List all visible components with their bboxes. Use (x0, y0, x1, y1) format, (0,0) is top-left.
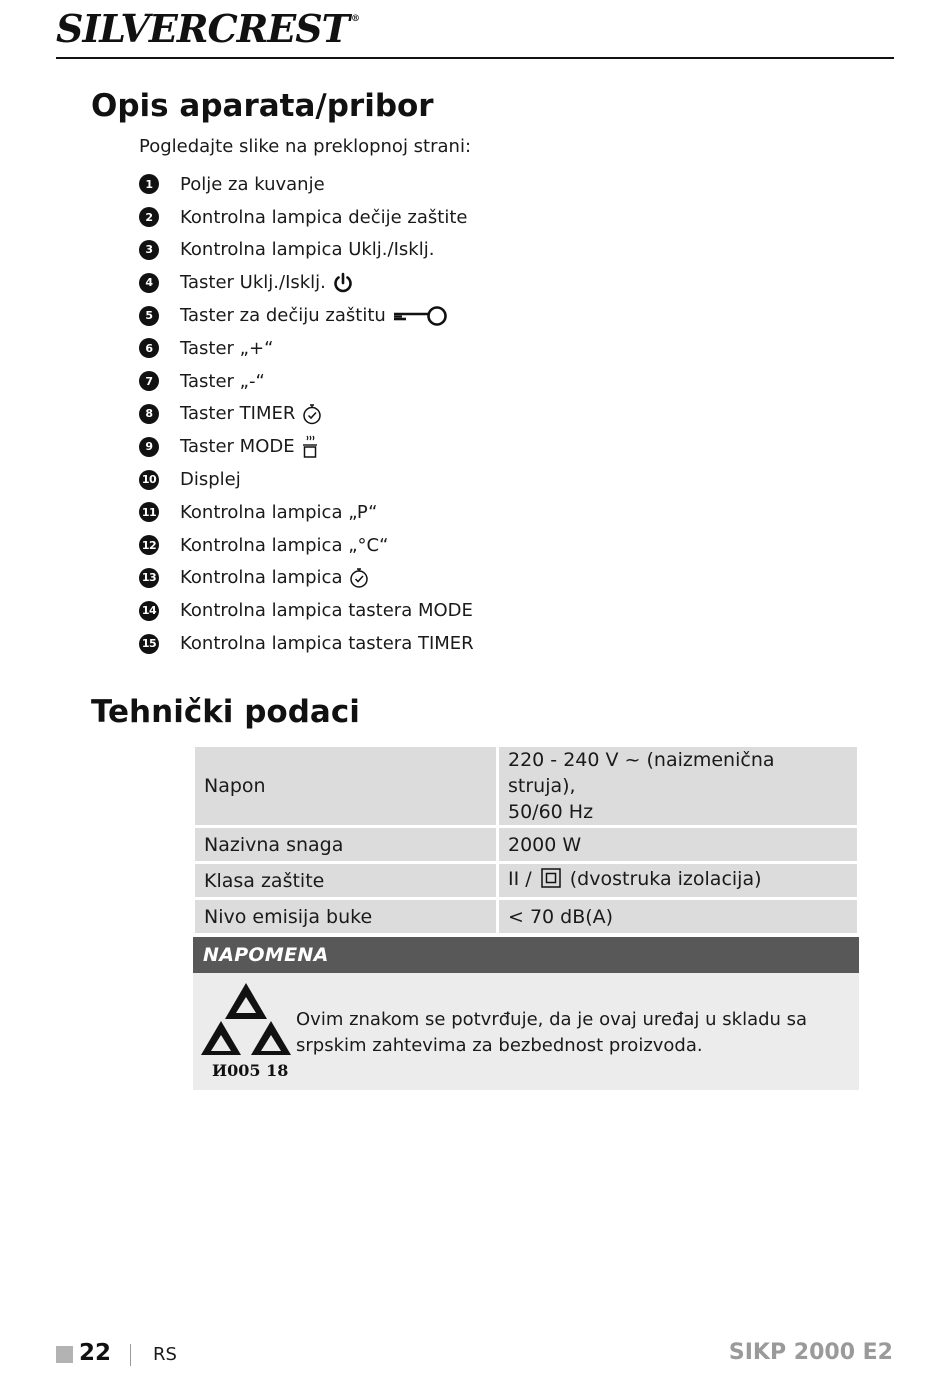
parts-list (139, 168, 474, 660)
table-row (195, 900, 857, 936)
mark-code: И005 18 (212, 1061, 289, 1080)
list-item (139, 529, 474, 562)
item-label: Kontrolna lampica tastera TIMER (180, 633, 474, 655)
list-item (139, 168, 474, 201)
item-label: Taster za dečiju zaštitu (180, 305, 386, 327)
item-label: Taster MODE (180, 436, 295, 458)
item-number: 4 (139, 273, 159, 293)
language-code: RS (153, 1344, 177, 1365)
item-label: Displej (180, 469, 241, 491)
item-label: Kontrolna lampica „°C“ (180, 534, 389, 556)
value-pre: II / (508, 868, 532, 890)
list-item (139, 430, 474, 463)
item-label: Kontrolna lampica (180, 567, 343, 589)
key-lock-icon (392, 305, 448, 327)
item-number: 14 (139, 601, 159, 621)
safety-triangles-mark-icon (201, 981, 291, 1061)
table-value: < 70 dB(A) (499, 900, 857, 936)
value-line: 220 - 240 V ~ (naizmenična struja), (508, 749, 775, 797)
list-item (139, 266, 474, 299)
item-label: Taster „+“ (180, 337, 274, 359)
list-item (139, 201, 474, 234)
list-item (139, 234, 474, 267)
item-label: Taster TIMER (180, 403, 296, 425)
note-text: Ovim znakom se potvrđuje, da je ovaj uređaj u skladu sa srpskim zahtevima za bezbednost proizvoda. (296, 1009, 808, 1056)
table-row (195, 828, 857, 864)
item-number: 15 (139, 634, 159, 654)
item-number: 7 (139, 371, 159, 391)
power-icon (332, 272, 354, 294)
mode-pot-icon (301, 435, 319, 459)
table-row (195, 864, 857, 900)
item-number: 2 (139, 207, 159, 227)
double-insulation-icon (541, 868, 561, 895)
list-item (139, 299, 474, 332)
item-number: 3 (139, 240, 159, 260)
item-label: Kontrolna lampica „P“ (180, 501, 378, 523)
list-item (139, 332, 474, 365)
item-label: Kontrolna lampica tastera MODE (180, 600, 473, 622)
list-item (139, 463, 474, 496)
intro-text: Pogledajte slike na preklopnoj strani: (139, 136, 472, 157)
item-label: Polje za kuvanje (180, 173, 325, 195)
note-body (193, 973, 859, 1090)
item-number: 9 (139, 437, 159, 457)
item-number: 13 (139, 568, 159, 588)
item-label: Kontrolna lampica dečije zaštite (180, 206, 468, 228)
table-key: Napon (195, 747, 499, 828)
item-number: 6 (139, 338, 159, 358)
item-number: 12 (139, 535, 159, 555)
table-value (499, 747, 857, 828)
item-label: Taster Uklj./Isklj. (180, 272, 326, 294)
model-number: SIKP 2000 E2 (728, 1340, 893, 1365)
footer-square (56, 1346, 73, 1363)
item-number: 11 (139, 502, 159, 522)
header-rule (56, 57, 894, 59)
item-label: Taster „-“ (180, 370, 265, 392)
table-value (499, 864, 857, 900)
table-key: Klasa zaštite (195, 864, 499, 900)
section-title-technical-data: Tehnički podaci (91, 694, 360, 730)
table-value: 2000 W (499, 828, 857, 864)
technical-data-table (195, 747, 857, 936)
list-item (139, 496, 474, 529)
footer-divider (130, 1344, 131, 1366)
item-number: 1 (139, 174, 159, 194)
list-item (139, 562, 474, 595)
item-number: 8 (139, 404, 159, 424)
table-key: Nazivna snaga (195, 828, 499, 864)
item-number: 10 (139, 470, 159, 490)
value-line: 50/60 Hz (508, 801, 594, 823)
note-heading: NAPOMENA (193, 937, 859, 973)
table-row (195, 747, 857, 828)
note-box (193, 937, 859, 1090)
page-number: 22 (79, 1340, 112, 1366)
brand-logo: SILVERCREST ® (56, 6, 359, 51)
list-item (139, 365, 474, 398)
item-number: 5 (139, 306, 159, 326)
list-item (139, 398, 474, 431)
section-title-description: Opis aparata/pribor (91, 88, 434, 124)
value-post: (dvostruka izolacija) (569, 868, 762, 890)
list-item (139, 627, 474, 660)
list-item (139, 594, 474, 627)
item-label: Kontrolna lampica Uklj./Isklj. (180, 239, 435, 261)
timer-icon (301, 403, 323, 425)
timer-check-icon (348, 567, 370, 589)
table-key: Nivo emisija buke (195, 900, 499, 936)
